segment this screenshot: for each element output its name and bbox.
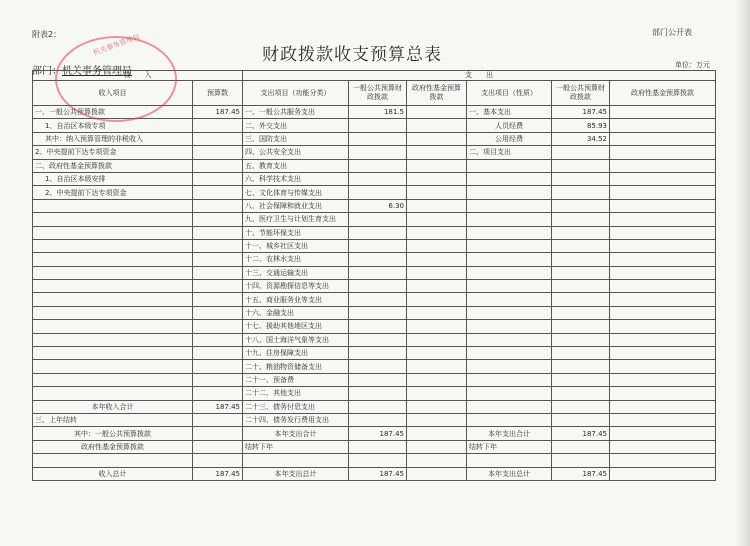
nature-gov-fund-cell [610,387,716,400]
income-amount-cell [193,239,243,252]
expense-func-amount-cell [349,387,407,400]
gov-fund-cell [407,454,467,467]
nature-gov-fund-cell [610,467,716,480]
income-item-cell [33,454,193,467]
nature-gov-fund-cell [610,306,716,319]
expense-func-amount-cell [349,413,407,426]
nature-gov-fund-cell [610,226,716,239]
gov-fund-cell [407,146,467,159]
table-row [33,333,716,346]
expense-nature-amount-cell: 85.93 [552,119,610,132]
expense-nature-cell: 一、基本支出 [467,106,552,119]
expense-func-amount-cell [349,333,407,346]
income-item-cell [33,373,193,386]
table-row [33,440,716,453]
expense-nature-amount-cell [552,320,610,333]
income-amount-cell: 187.45 [193,400,243,413]
expense-nature-cell [467,199,552,212]
expense-func-amount-cell [349,186,407,199]
income-item-cell [33,306,193,319]
income-item-cell [33,333,193,346]
header-row-1 [33,71,716,81]
expense-nature-cell: 二、项目支出 [467,146,552,159]
expense-nature-amount-cell [552,253,610,266]
dept-public-label: 部门公开表 [652,28,692,37]
expense-func-cell: 二、外交支出 [243,119,349,132]
income-item-cell: 2、中央提前下达专项资金 [33,186,193,199]
expense-nature-amount-cell [552,293,610,306]
nature-gov-fund-cell [610,333,716,346]
header-row-2 [33,81,716,106]
expense-func-amount-cell [349,172,407,185]
expense-nature-cell [467,413,552,426]
expense-func-cell: 十四、资源勘探信息等支出 [243,280,349,293]
expense-func-amount-cell [349,239,407,252]
expense-nature-amount-cell [552,266,610,279]
gov-fund-cell [407,280,467,293]
expense-func-cell: 七、文化体育与传媒支出 [243,186,349,199]
gov-fund-cell [407,266,467,279]
income-item-cell [33,293,193,306]
expense-nature-cell [467,400,552,413]
nature-gov-fund-cell [610,440,716,453]
col-budget-amount: 预算数 [193,81,243,106]
expense-nature-amount-cell [552,306,610,319]
income-amount-cell [193,440,243,453]
income-item-cell [33,226,193,239]
gov-fund-cell [407,159,467,172]
table-row [33,226,716,239]
table-row [33,106,716,119]
expense-func-amount-cell [349,347,407,360]
table-row [33,213,716,226]
nature-gov-fund-cell [610,106,716,119]
col-gov-fund-2: 政府性基金预算拨款 [610,81,716,106]
nature-gov-fund-cell [610,454,716,467]
expense-nature-amount-cell [552,333,610,346]
expense-func-amount-cell [349,306,407,319]
table-row [33,253,716,266]
col-general-budget-2: 一般公共预算财政拨款 [552,81,610,106]
income-amount-cell [193,320,243,333]
expense-nature-cell [467,172,552,185]
income-item-cell [33,320,193,333]
income-amount-cell [193,253,243,266]
expense-func-cell: 二十一、预备费 [243,373,349,386]
expense-nature-cell [467,280,552,293]
expense-func-amount-cell [349,146,407,159]
income-amount-cell: 187.45 [193,106,243,119]
expense-func-cell: 二十、粮油物资储备支出 [243,360,349,373]
income-item-cell: 二、政府性基金预算拨款 [33,159,193,172]
income-amount-cell [193,413,243,426]
col-exp-func: 支出项目（功能分类） [243,81,349,106]
expense-func-cell: 结转下年 [243,440,349,453]
col-gov-fund: 政府性基金预算拨款 [407,81,467,106]
expense-nature-cell: 本年支出总计 [467,467,552,480]
nature-gov-fund-cell [610,360,716,373]
expense-nature-amount-cell [552,413,610,426]
nature-gov-fund-cell [610,427,716,440]
table-row [33,360,716,373]
income-item-cell: 1、自治区本级安排 [33,172,193,185]
income-amount-cell [193,427,243,440]
income-item-cell [33,266,193,279]
gov-fund-cell [407,132,467,145]
gov-fund-cell [407,253,467,266]
income-amount-cell [193,387,243,400]
expense-func-cell: 二十三、债务付息支出 [243,400,349,413]
nature-gov-fund-cell [610,239,716,252]
gov-fund-cell [407,239,467,252]
expense-nature-cell [467,387,552,400]
expense-nature-amount-cell: 34.52 [552,132,610,145]
income-item-cell: 政府性基金预算拨款 [33,440,193,453]
nature-gov-fund-cell [610,347,716,360]
gov-fund-cell [407,440,467,453]
expense-nature-cell: 结转下年 [467,440,552,453]
expense-func-cell [243,454,349,467]
expense-nature-cell [467,226,552,239]
expense-nature-amount-cell [552,400,610,413]
income-header: 收 入 [33,71,243,81]
expense-nature-cell [467,213,552,226]
income-item-cell: 2、中央提前下达专项资金 [33,146,193,159]
expense-func-amount-cell: 181.5 [349,106,407,119]
page-edge-shadow [736,0,750,546]
expense-func-amount-cell: 187.45 [349,467,407,480]
expense-func-cell: 六、科学技术支出 [243,172,349,185]
income-item-cell: 1、自治区本级专项 [33,119,193,132]
expense-nature-amount-cell: 187.45 [552,427,610,440]
expense-func-amount-cell [349,293,407,306]
expense-func-cell: 十五、商业服务业等支出 [243,293,349,306]
table-row [33,119,716,132]
budget-table [32,70,716,481]
gov-fund-cell [407,400,467,413]
expense-nature-cell: 公用经费 [467,132,552,145]
expense-nature-amount-cell [552,239,610,252]
page-title: 财政拨款收支预算总表 [262,45,442,65]
table-row [33,427,716,440]
expense-nature-amount-cell [552,347,610,360]
expense-nature-cell: 本年支出合计 [467,427,552,440]
table-row [33,373,716,386]
expense-func-amount-cell [349,226,407,239]
income-amount-cell [193,347,243,360]
income-amount-cell [193,306,243,319]
expense-nature-amount-cell: 187.45 [552,467,610,480]
expense-nature-amount-cell [552,186,610,199]
expense-nature-cell [467,347,552,360]
table-row [33,266,716,279]
income-amount-cell [193,266,243,279]
department-label: 部门： [32,66,62,77]
expense-nature-amount-cell [552,373,610,386]
income-item-cell: 收入总计 [33,467,193,480]
expense-nature-cell [467,239,552,252]
table-row [33,199,716,212]
expense-nature-cell [467,266,552,279]
gov-fund-cell [407,226,467,239]
expense-func-amount-cell [349,454,407,467]
table-row [33,413,716,426]
expense-nature-cell [467,373,552,386]
income-amount-cell: 187.45 [193,467,243,480]
expense-func-cell: 本年支出总计 [243,467,349,480]
table-row [33,347,716,360]
income-amount-cell [193,132,243,145]
expense-nature-cell [467,320,552,333]
expense-func-amount-cell [349,320,407,333]
income-item-cell: 其中：纳入预算管理的非税收入 [33,132,193,145]
expense-func-cell: 十二、农林水支出 [243,253,349,266]
expense-nature-cell [467,454,552,467]
nature-gov-fund-cell [610,413,716,426]
gov-fund-cell [407,119,467,132]
gov-fund-cell [407,213,467,226]
gov-fund-cell [407,106,467,119]
nature-gov-fund-cell [610,119,716,132]
nature-gov-fund-cell [610,159,716,172]
income-item-cell: 本年收入合计 [33,400,193,413]
expense-func-amount-cell [349,119,407,132]
gov-fund-cell [407,293,467,306]
expense-func-cell: 三、国防支出 [243,132,349,145]
income-item-cell [33,347,193,360]
table-row [33,400,716,413]
nature-gov-fund-cell [610,146,716,159]
income-amount-cell [193,146,243,159]
gov-fund-cell [407,413,467,426]
expense-nature-cell [467,306,552,319]
expense-header: 支 出 [243,71,716,81]
expense-func-cell: 十八、国土海洋气象等支出 [243,333,349,346]
table-row [33,454,716,467]
expense-nature-cell [467,186,552,199]
income-item-cell [33,253,193,266]
income-item-cell [33,280,193,293]
expense-func-amount-cell [349,159,407,172]
expense-nature-amount-cell [552,226,610,239]
table-row [33,306,716,319]
expense-nature-amount-cell [552,387,610,400]
expense-func-amount-cell [349,440,407,453]
income-item-cell [33,199,193,212]
nature-gov-fund-cell [610,213,716,226]
nature-gov-fund-cell [610,132,716,145]
income-item-cell [33,360,193,373]
expense-nature-cell [467,333,552,346]
expense-func-amount-cell [349,400,407,413]
gov-fund-cell [407,333,467,346]
seal-text: 机关事务管理局 [92,32,141,58]
department-name: 机关事务管理局 [62,66,132,77]
expense-func-cell: 十、节能环保支出 [243,226,349,239]
expense-func-amount-cell [349,360,407,373]
table-row [33,293,716,306]
income-amount-cell [193,280,243,293]
expense-func-amount-cell [349,373,407,386]
expense-func-cell: 一、一般公共服务支出 [243,106,349,119]
income-amount-cell [193,159,243,172]
expense-func-cell: 二十二、其他支出 [243,387,349,400]
income-amount-cell [193,186,243,199]
income-amount-cell [193,119,243,132]
nature-gov-fund-cell [610,266,716,279]
expense-func-amount-cell [349,213,407,226]
gov-fund-cell [407,199,467,212]
gov-fund-cell [407,320,467,333]
table-row [33,186,716,199]
expense-func-amount-cell [349,253,407,266]
gov-fund-cell [407,467,467,480]
expense-nature-cell [467,360,552,373]
gov-fund-cell [407,172,467,185]
unit-label: 单位：万元 [675,61,710,69]
table-row [33,280,716,293]
income-amount-cell [193,199,243,212]
expense-nature-amount-cell [552,280,610,293]
expense-func-cell: 二十四、债务发行费用支出 [243,413,349,426]
expense-func-cell: 本年支出合计 [243,427,349,440]
table-row [33,387,716,400]
nature-gov-fund-cell [610,172,716,185]
income-amount-cell [193,360,243,373]
nature-gov-fund-cell [610,320,716,333]
expense-nature-amount-cell [552,454,610,467]
nature-gov-fund-cell [610,280,716,293]
expense-func-cell: 十三、交通运输支出 [243,266,349,279]
attachment-label: 附表2： [32,30,62,39]
income-amount-cell [193,213,243,226]
gov-fund-cell [407,306,467,319]
expense-func-cell: 十六、金融支出 [243,306,349,319]
expense-nature-amount-cell [552,213,610,226]
expense-func-amount-cell [349,132,407,145]
expense-nature-cell [467,253,552,266]
expense-nature-amount-cell [552,360,610,373]
gov-fund-cell [407,186,467,199]
income-item-cell [33,213,193,226]
income-item-cell: 三、上年结转 [33,413,193,426]
expense-func-cell: 八、社会保障和就业支出 [243,199,349,212]
expense-nature-amount-cell [552,172,610,185]
income-item-cell: 其中：一般公共预算拨款 [33,427,193,440]
table-row [33,239,716,252]
table-row [33,132,716,145]
income-amount-cell [193,373,243,386]
expense-nature-cell [467,159,552,172]
income-item-cell [33,387,193,400]
nature-gov-fund-cell [610,253,716,266]
income-amount-cell [193,333,243,346]
table-row [33,159,716,172]
expense-nature-amount-cell [552,199,610,212]
expense-nature-amount-cell [552,159,610,172]
expense-func-cell: 十九、住房保障支出 [243,347,349,360]
gov-fund-cell [407,427,467,440]
income-item-cell [33,239,193,252]
expense-func-amount-cell [349,280,407,293]
expense-func-cell: 四、公共安全支出 [243,146,349,159]
expense-nature-cell: 人员经费 [467,119,552,132]
expense-func-cell: 十七、援助其他地区支出 [243,320,349,333]
nature-gov-fund-cell [610,293,716,306]
nature-gov-fund-cell [610,186,716,199]
table-row [33,172,716,185]
table-row [33,467,716,480]
col-general-budget: 一般公共预算财政拨款 [349,81,407,106]
gov-fund-cell [407,360,467,373]
expense-nature-amount-cell: 187.45 [552,106,610,119]
gov-fund-cell [407,347,467,360]
expense-func-cell: 九、医疗卫生与计划生育支出 [243,213,349,226]
nature-gov-fund-cell [610,400,716,413]
income-amount-cell [193,293,243,306]
expense-func-cell: 十一、城乡社区支出 [243,239,349,252]
expense-func-amount-cell [349,266,407,279]
expense-func-amount-cell: 6.30 [349,199,407,212]
col-income-item: 收入项目 [33,81,193,106]
income-amount-cell [193,454,243,467]
expense-nature-amount-cell [552,146,610,159]
col-exp-nature: 支出项目（性质） [467,81,552,106]
expense-nature-amount-cell [552,440,610,453]
expense-func-cell: 五、教育支出 [243,159,349,172]
income-item-cell: 一、一般公共预算拨款 [33,106,193,119]
gov-fund-cell [407,387,467,400]
gov-fund-cell [407,373,467,386]
nature-gov-fund-cell [610,373,716,386]
nature-gov-fund-cell [610,199,716,212]
income-amount-cell [193,172,243,185]
expense-func-amount-cell: 187.45 [349,427,407,440]
expense-nature-cell [467,293,552,306]
table-row [33,320,716,333]
table-row [33,146,716,159]
income-amount-cell [193,226,243,239]
